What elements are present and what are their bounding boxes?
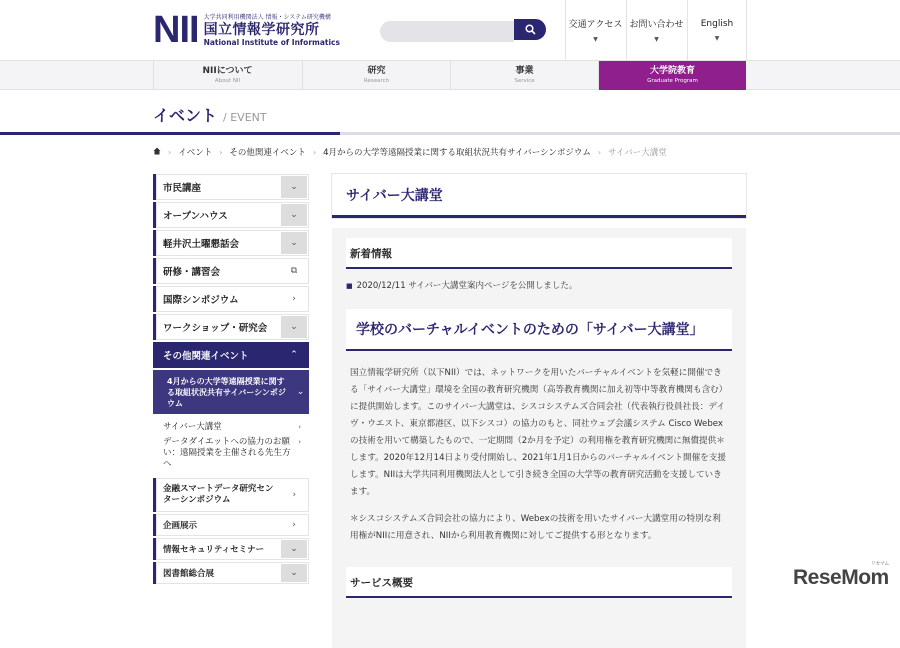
service-overview-heading: サービス概要 — [346, 567, 732, 598]
watermark-ruby: リセマム — [870, 561, 889, 567]
sidebar-subitems — [153, 416, 309, 478]
content-title-box — [332, 174, 746, 218]
sidebar-item-library-fair[interactable] — [153, 562, 309, 586]
main-content — [332, 174, 746, 648]
logo-text — [204, 14, 340, 47]
nav-graduate-label: 大学院教育 — [649, 66, 695, 76]
nav-about-label: NIIについて — [202, 66, 253, 76]
sidebar-item-cyber-symposium[interactable] — [153, 370, 309, 416]
sidebar-item-label: 4月からの大学等遠隔授業に関する取組状況共有サイバーシンポジウム — [167, 376, 286, 408]
nav-service-sublabel: Service — [514, 78, 535, 84]
external-link-icon: ⧉ — [290, 266, 298, 276]
content-title: サイバー大講堂 — [332, 174, 746, 218]
chevron-right-icon: › — [292, 294, 296, 304]
search-input[interactable] — [380, 21, 514, 42]
language-label: English — [700, 18, 734, 29]
chevron-down-icon: ▼ — [714, 34, 720, 42]
chevron-down-icon[interactable]: ⌄ — [281, 204, 307, 226]
page-title-jp: イベント — [153, 106, 218, 125]
sidebar-subitem-label: サイバー大講堂 — [163, 422, 222, 432]
breadcrumb-separator-icon: › — [168, 147, 172, 157]
nav-service-label: 事業 — [515, 66, 534, 76]
sidebar-item-label: 企画展示 — [163, 521, 198, 531]
breadcrumb-symposium[interactable]: 4月からの大学等遠隔授業に関する取組状況共有サイバーシンポジウム — [323, 148, 591, 158]
news-item-text: 2020/12/11 サイバー大講堂案内ページを公開しました。 — [356, 281, 578, 291]
nav-graduate-sublabel: Graduate Program — [647, 78, 698, 84]
chevron-down-icon: ▼ — [593, 36, 598, 43]
sidebar-item-label: その他関連イベント — [163, 351, 249, 362]
breadcrumb-separator-icon: › — [219, 147, 223, 157]
chevron-down-icon[interactable]: ⌄ — [281, 540, 307, 558]
sidebar-item-label: ワークショップ・研究会 — [163, 323, 268, 334]
logo-mark: NII — [153, 9, 199, 51]
sidebar-item-exhibition[interactable] — [153, 514, 309, 538]
sidebar-item-label: 金融スマートデータ研究センターシンポジウム — [163, 484, 274, 505]
sidebar-item-open-house[interactable] — [153, 202, 309, 230]
sidebar-item-label: 国際シンポジウム — [163, 295, 239, 306]
sidebar-item-training[interactable] — [153, 258, 309, 286]
sidebar-item-other-events[interactable] — [153, 342, 309, 370]
chevron-down-icon[interactable]: ⌄ — [281, 176, 307, 198]
sidebar-item-label: オープンハウス — [163, 211, 228, 222]
breadcrumb-events[interactable]: イベント — [178, 148, 213, 158]
nav-about[interactable] — [153, 61, 301, 90]
sidebar-subitem-data-diet[interactable] — [163, 437, 301, 470]
sidebar-item-label: 市民講座 — [163, 183, 202, 194]
nav-research[interactable] — [302, 61, 450, 90]
chevron-down-icon[interactable]: ⌄ — [281, 564, 307, 582]
breadcrumb — [153, 146, 667, 158]
chevron-down-icon: ▼ — [654, 36, 659, 43]
breadcrumb-other-events[interactable]: その他関連イベント — [229, 148, 306, 158]
search-button[interactable] — [514, 19, 546, 40]
sidebar-item-public-lectures[interactable] — [153, 174, 309, 202]
square-bullet-icon: ■ — [346, 282, 353, 290]
footnote-paragraph: ＊シスコシステムズ合同会社の協力により、Webexの技術を用いたサイバー大講堂用の特別な利用権がNIIに用意され、NIIから利用教育機関に対してご提供する形となります。 — [350, 514, 721, 541]
sidebar-subitem-cyber-hall[interactable] — [163, 422, 301, 433]
sidebar-item-label: 情報セキュリティセミナー — [163, 545, 265, 555]
page-title — [153, 103, 267, 126]
chevron-right-icon: › — [292, 520, 296, 530]
chevron-down-icon[interactable]: ⌄ — [281, 316, 307, 338]
sidebar — [153, 174, 309, 586]
contact-link[interactable] — [626, 0, 686, 60]
watermark-text: ReseMom — [793, 566, 889, 589]
nii-logo[interactable] — [153, 9, 340, 51]
sidebar-item-karuizawa[interactable] — [153, 230, 309, 258]
home-icon[interactable] — [153, 147, 161, 158]
access-label: 交通アクセス — [568, 20, 623, 30]
sidebar-item-finance-symposium[interactable] — [153, 478, 309, 514]
access-link[interactable] — [565, 0, 625, 60]
sidebar-item-security-seminar[interactable] — [153, 538, 309, 562]
news-item — [346, 269, 732, 291]
search-box — [380, 19, 546, 40]
logo-japanese-name: 国立情報学研究所 — [203, 21, 320, 38]
breadcrumb-separator-icon: › — [312, 147, 317, 157]
nav-service[interactable] — [450, 61, 598, 90]
title-underline-accent — [0, 132, 340, 135]
chevron-right-icon: › — [292, 490, 297, 500]
breadcrumb-separator-icon: › — [597, 147, 602, 157]
sidebar-item-label: 軽井沢土曜懇話会 — [163, 239, 240, 250]
chevron-right-icon: › — [298, 438, 301, 446]
title-underline — [0, 132, 900, 135]
logo-organization: 大学共同利用機関法人 情報・システム研究機構 — [203, 13, 331, 21]
sidebar-item-label: 図書館総合展 — [163, 569, 215, 579]
section-heading: 学校のバーチャルイベントのための「サイバー大講堂」 — [346, 309, 732, 351]
page-title-en: / EVENT — [223, 111, 267, 124]
content-body — [332, 228, 746, 648]
main-navigation — [0, 60, 900, 90]
sidebar-subitem-label: データダイエットへの協力のお願い：遠隔授業を主催される先生方へ — [163, 437, 291, 469]
breadcrumb-current: サイバー大講堂 — [608, 148, 667, 158]
description-paragraph: 国立情報学研究所（以下NII）では、ネットワークを用いたバーチャルイベントを気軽に開催できる「サイバー大講堂」環境を全国の教育研究機関（高等教育機関に加え初等中等教育機関も含む）に提供開始します。このサイバー大講堂は、シスコシステムズ合同会社（代表執行役員社長：デイヴ・ウエスト、東京都港区、以下シスコ）の協力のもと、同社ウェブ会議システム Cisco Webexの技術を用いて構築したもので、一定期間（2か月を予定）の利用権を教育研究機関に無償提供＊します。2020年12月14日より受付開始し、2021年1月1日からのバーチャルイベント開催を支援します。NIIは大学共同利用機関法人として引き続き全国の大学等の教育研究活動を支援していきます。 — [350, 368, 728, 497]
search-icon — [525, 24, 536, 35]
sidebar-item-workshop[interactable] — [153, 314, 309, 342]
nav-research-sublabel: Research — [363, 78, 390, 84]
chevron-up-icon[interactable]: ⌃ — [281, 344, 307, 366]
sidebar-item-label: 研修・講習会 — [163, 267, 221, 278]
nav-graduate[interactable] — [598, 61, 746, 90]
resemom-watermark — [793, 561, 889, 590]
chevron-down-icon[interactable]: ⌄ — [296, 387, 305, 397]
logo-english-name: National Institute of Informatics — [203, 37, 340, 47]
chevron-right-icon: › — [298, 423, 301, 431]
chevron-down-icon[interactable]: ⌄ — [281, 232, 307, 254]
news-heading: 新着情報 — [346, 238, 732, 269]
nav-about-sublabel: About NII — [214, 78, 241, 84]
language-link[interactable] — [687, 0, 747, 60]
nav-research-label: 研究 — [367, 66, 386, 76]
contact-label: お問い合わせ — [629, 20, 684, 30]
site-header — [0, 0, 900, 60]
sidebar-item-intl-symposium[interactable] — [153, 286, 309, 314]
